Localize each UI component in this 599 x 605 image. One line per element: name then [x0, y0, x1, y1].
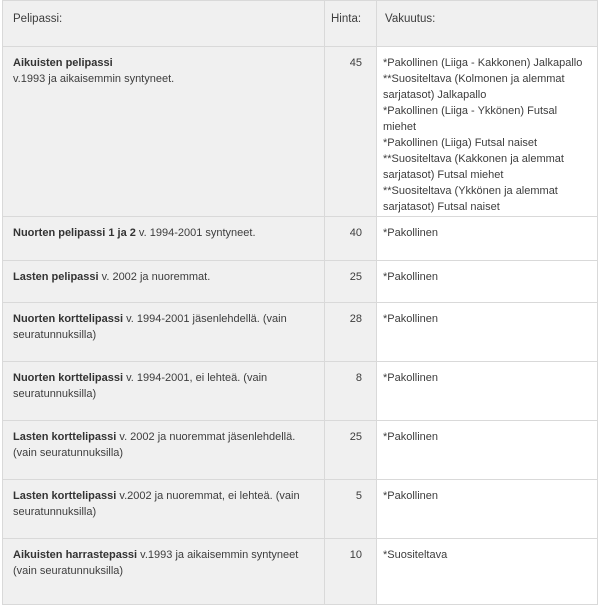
table-row	[3, 261, 598, 303]
insurance-text: *Pakollinen (Liiga - Kakkonen) Jalkapallo **Suositeltava (Kolmonen ja alemmat sarjatasot) Jalkapallo *Pakollinen (Liiga - Ykkönen) Futsal miehet *Pakollinen (Liiga) Futsal naiset **Suositeltava (Kakkonen ja alemmat sarjatasot) Futsal miehet **Suositeltava (Ykkönen ja alemmat sarjatasot) Futsal naiset	[383, 57, 583, 213]
price-cell: 10	[325, 539, 377, 605]
pass-description: v. 2002 ja nuoremmat jäsenlehdellä. (vain seuratunnuksilla)	[13, 431, 296, 459]
price-cell: 25	[325, 421, 377, 480]
pass-cell	[3, 217, 325, 261]
pass-name: Lasten korttelipassi	[13, 431, 117, 443]
header-insurance: Vakuutus:	[377, 1, 598, 47]
table-header-row	[3, 1, 598, 47]
price-cell: 40	[325, 217, 377, 261]
price-cell: 8	[325, 362, 377, 421]
pass-name: Nuorten pelipassi 1 ja 2	[13, 227, 136, 239]
insurance-cell: *Pakollinen	[377, 480, 598, 539]
pass-name: Aikuisten pelipassi	[13, 57, 113, 69]
insurance-cell	[377, 47, 598, 217]
pass-cell	[3, 539, 325, 605]
pass-description: v. 1994-2001 syntyneet.	[135, 227, 256, 239]
insurance-cell: *Pakollinen	[377, 217, 598, 261]
pass-description: v. 1994-2001 jäsenlehdellä. (vain seuratunnuksilla)	[13, 313, 287, 341]
pass-name: Lasten pelipassi	[13, 271, 99, 283]
pass-cell	[3, 362, 325, 421]
insurance-cell: *Pakollinen	[377, 421, 598, 480]
pass-description: v.2002 ja nuoremmat, ei lehteä. (vain seuratunnuksilla)	[13, 490, 300, 518]
table-row	[3, 539, 598, 605]
header-price: Hinta:	[325, 1, 377, 47]
pass-cell	[3, 421, 325, 480]
table-row	[3, 362, 598, 421]
pass-price-table	[2, 0, 598, 605]
pass-description: v.1993 ja aikaisemmin syntyneet.	[13, 73, 175, 85]
table-row	[3, 480, 598, 539]
header-pass: Pelipassi:	[3, 1, 325, 47]
pass-name: Nuorten korttelipassi	[13, 313, 124, 325]
table-row	[3, 47, 598, 217]
pass-description: v. 2002 ja nuoremmat.	[98, 271, 211, 283]
pass-cell	[3, 47, 325, 217]
price-cell: 25	[325, 261, 377, 303]
pass-name: Aikuisten harrastepassi	[13, 549, 138, 561]
pass-name: Lasten korttelipassi	[13, 490, 117, 502]
table-row	[3, 303, 598, 362]
price-cell: 45	[325, 47, 377, 217]
pass-name: Nuorten korttelipassi	[13, 372, 124, 384]
pass-description: v.1993 ja aikaisemmin syntyneet (vain seuratunnuksilla)	[13, 549, 299, 577]
price-cell: 28	[325, 303, 377, 362]
table-row	[3, 217, 598, 261]
pass-description: v. 1994-2001, ei lehteä. (vain seuratunnuksilla)	[13, 372, 268, 400]
price-cell: 5	[325, 480, 377, 539]
insurance-cell: *Pakollinen	[377, 362, 598, 421]
pass-cell	[3, 480, 325, 539]
table-row	[3, 421, 598, 480]
insurance-cell: *Suositeltava	[377, 539, 598, 605]
insurance-cell: *Pakollinen	[377, 261, 598, 303]
pass-cell	[3, 261, 325, 303]
insurance-cell: *Pakollinen	[377, 303, 598, 362]
pass-cell	[3, 303, 325, 362]
